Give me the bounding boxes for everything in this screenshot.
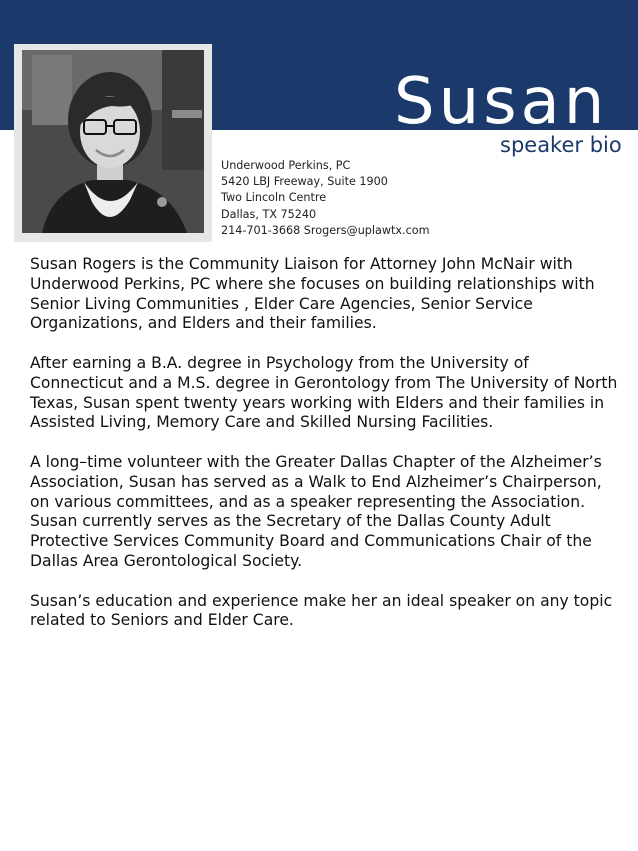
bio-paragraph: Susan’s education and experience make her an ideal speaker on any topic related to Seniors and Elder Care. [30, 591, 613, 630]
contact-city: Dallas, TX 75240 [221, 207, 317, 221]
contact-street: 5420 LBJ Freeway, Suite 1900 [221, 175, 388, 189]
speaker-bio-subtitle: speaker bio [500, 133, 622, 157]
bio-paragraph: After earning a B.A. degree in Psychology from the University of Connecticut and a M.S. degree in Gerontology from The University of North Texas, Susan spent twenty years working with Elders and their families in Assisted Living, Memory Care and Skilled Nursing Facilities. [30, 353, 618, 432]
contact-block [221, 158, 429, 239]
bio-paragraph: Susan Rogers is the Community Liaison for Attorney John McNair with Underwood Perkins, PC where she focuses on building relationships with Senior Living Communities , Elder Care Agencies, Senior Service Organizations, and Elders and their families. [30, 255, 595, 333]
portrait-frame [14, 44, 212, 242]
contact-building: Two Lincoln Centre [221, 191, 327, 205]
speaker-name-heading: Susan [394, 70, 609, 130]
portrait-photo [22, 50, 204, 233]
bio-paragraph: A long–time volunteer with the Greater Dallas Chapter of the Alzheimer’s Association, Susan has served as a Walk to End Alzheimer’s Chairperson, on various committees, and as a speaker representing the Association. Susan currently serves as the Secretary of the Dallas County Adult Protective Services Community Board and Communications Chair of the Dallas Area Gerontological Society. [30, 452, 602, 570]
portrait-illustration [22, 50, 204, 233]
contact-phone-email: 214-701-3668 Srogers@uplawtx.com [221, 223, 430, 237]
contact-firm: Underwood Perkins, PC [221, 159, 351, 172]
bio-body [30, 255, 620, 651]
